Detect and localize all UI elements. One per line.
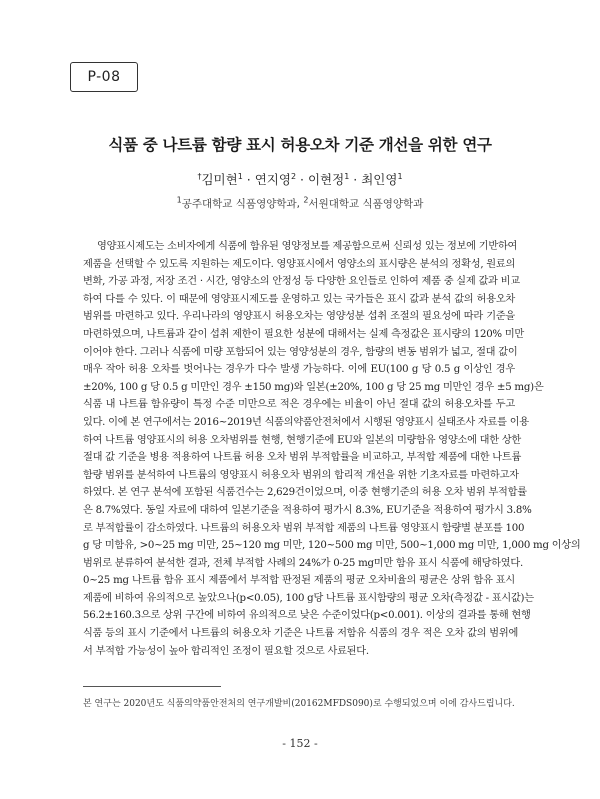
abstract-body <box>83 238 581 660</box>
abstract-line: 변화, 가공 과정, 저장 조건 · 시간, 영양소의 안정성 등 다양한 요인들로 인하여 제품 중 실제 값과 비교 <box>83 276 520 288</box>
funding-footnote: 본 연구는 2020년도 식품의약품안전처의 연구개발비(20162MFDS090)로 수행되었으며 이에 감사드립니다. <box>83 699 515 709</box>
affiliation-text: 공주대학교 식품영양학과, <box>181 198 300 210</box>
abstract-line: 0~25 mg 나트륨 함유 표시 제품에서 부적합 판정된 제품의 평균 오차비율의 평균은 상위 함유 표시 <box>83 575 515 587</box>
abstract-line: 하여 나트륨 영양표시의 허용 오차범위를 현행, 현행기준에 EU와 일본의 미량함유 영양소에 대한 상한 <box>83 434 522 446</box>
abstract-line: 매우 작아 허용 오차를 벗어나는 경우가 다수 발생 가능하다. 이에 EU(100 g 당 0.5 g 이상인 경우 <box>83 364 515 376</box>
abstract-line: 범위로 분류하여 분석한 결과, 전체 부적합 사례의 24%가 0-25 mg미만 함유 표시 식품에 해당하였다. <box>83 557 523 569</box>
abstract-line: 마련하였으며, 나트륨과 같이 섭취 제한이 필요한 성분에 대해서는 실제 측정값은 표시량의 120% 미만 <box>83 328 525 340</box>
author-affiliation-number: 2 <box>290 171 297 181</box>
author <box>308 172 349 187</box>
corresponding-mark: † <box>197 171 202 181</box>
author-name: 연지영 <box>254 172 291 187</box>
affiliation-number: 1 <box>176 195 182 205</box>
abstract-line: 절대 값 기준을 병용 적용하여 나트륨 허용 오차 범위 부적합률을 비교하고, 부적합 제품에 대한 나트륨 <box>83 452 522 464</box>
author-separator: · <box>242 172 255 187</box>
abstract-line: ±20%, 100 g 당 0.5 g 미만인 경우 ±150 mg)와 일본(±20%, 100 g 당 25 mg 미만인 경우 ±5 mg)은 <box>83 381 544 393</box>
affiliation <box>176 195 300 210</box>
affiliation-text: 서원대학교 식품영양학과 <box>308 198 424 210</box>
page-number: - 152 - <box>282 737 318 750</box>
author-name: 김미현 <box>201 172 238 187</box>
author <box>361 172 402 187</box>
abstract-line: 제품을 선택할 수 있도록 지원하는 제도이다. 영양표시에서 영양소의 표시량은 분석의 정확성, 원료의 <box>83 258 516 270</box>
abstract-line: 이어야 한다. 그러나 식품에 미량 포함되어 있는 영양성분의 경우, 함량의 변동 범위가 넓고, 절대 값이 <box>83 346 518 358</box>
author-affiliation-number: 1 <box>344 171 350 181</box>
author-name: 이현정 <box>307 172 345 187</box>
author-list <box>0 170 600 188</box>
abstract-line: 제품에 비하여 유의적으로 높았으나(p<0.05), 100 g당 나트륨 표시함량의 평균 오차(측정값 - 표시값)는 <box>83 592 534 604</box>
affiliation <box>303 195 424 210</box>
abstract-line: 로 부적합률이 감소하였다. 나트륨의 허용오차 범위 부적합 제품의 나트륨 영양표시 함량별 분포를 100 <box>83 522 525 534</box>
abstract-line: 56.2±160.3으로 상위 구간에 비하여 유의적으로 낮은 수준이었다(p<0.001). 이상의 결과를 통해 현행 <box>83 610 531 622</box>
abstract-line: 식품 등의 표시 기준에서 나트륨의 허용오차 기준은 나트륨 저함유 식품의 경우 적은 오차 값의 범위에 <box>83 628 519 640</box>
abstract-line: 하여 다를 수 있다. 이 때문에 영양표시제도를 운영하고 있는 국가들은 표시 값과 분석 값의 허용오차 <box>83 293 515 305</box>
poster-code: P-08 <box>87 69 121 85</box>
abstract-line: 함량 범위를 분석하여 나트륨의 영양표시 허용오차 범위의 합리적 개선을 위한 기초자료를 마련하고자 <box>83 469 519 481</box>
paper-title: 식품 중 나트륨 함량 표시 허용오차 기준 개선을 위한 연구 <box>108 136 492 154</box>
abstract-line: 영양표시제도는 소비자에게 식품에 함유된 영양정보를 제공함으로써 신뢰성 있는 정보에 기반하여 <box>97 241 518 252</box>
affiliation-number: 2 <box>303 195 309 205</box>
abstract-line: 있다. 이에 본 연구에서는 2016~2019년 식품의약품안전처에서 시행된 영양표시 실태조사 자료를 이용 <box>83 416 529 428</box>
poster-code-box <box>70 62 138 92</box>
author-separator: · <box>296 172 308 187</box>
footnote-divider <box>83 686 221 687</box>
abstract-line: 은 8.7%였다. 동일 자료에 대하여 일본기준을 적용하여 평가시 8.3%, EU기준을 적용하여 평가시 3.8% <box>83 504 532 516</box>
abstract-line: 하였다. 본 연구 분석에 포함된 식품건수는 2,629건이었으며, 이중 현행기준의 허용 오차 범위 부적합률 <box>83 487 527 499</box>
affiliation-list <box>0 196 600 211</box>
abstract-line: 식품 내 나트륨 함유량이 특정 수준 미만으로 적은 경우에는 비율이 아닌 절대 값의 허용오차를 두고 <box>83 399 515 411</box>
author-affiliation-number: 1 <box>237 171 243 181</box>
abstract-line: 서 부적합 가능성이 높아 합리적인 조정이 필요할 것으로 사료된다. <box>83 645 369 657</box>
author <box>255 172 296 187</box>
abstract-line: 범위를 마련하고 있다. 우리나라의 영양표시 허용오차는 영양성분 섭취 조절의 필요성에 따라 기준을 <box>83 311 515 323</box>
author-affiliation-number: 1 <box>397 171 403 181</box>
abstract-line: g 당 미함유, >0~25 mg 미만, 25~120 mg 미만, 120~500 mg 미만, 500~1,000 mg 미만, 1,000 mg 이상의 <box>83 540 581 552</box>
author-name: 최인영 <box>361 172 398 187</box>
author-separator: · <box>349 172 362 187</box>
author <box>197 172 242 187</box>
